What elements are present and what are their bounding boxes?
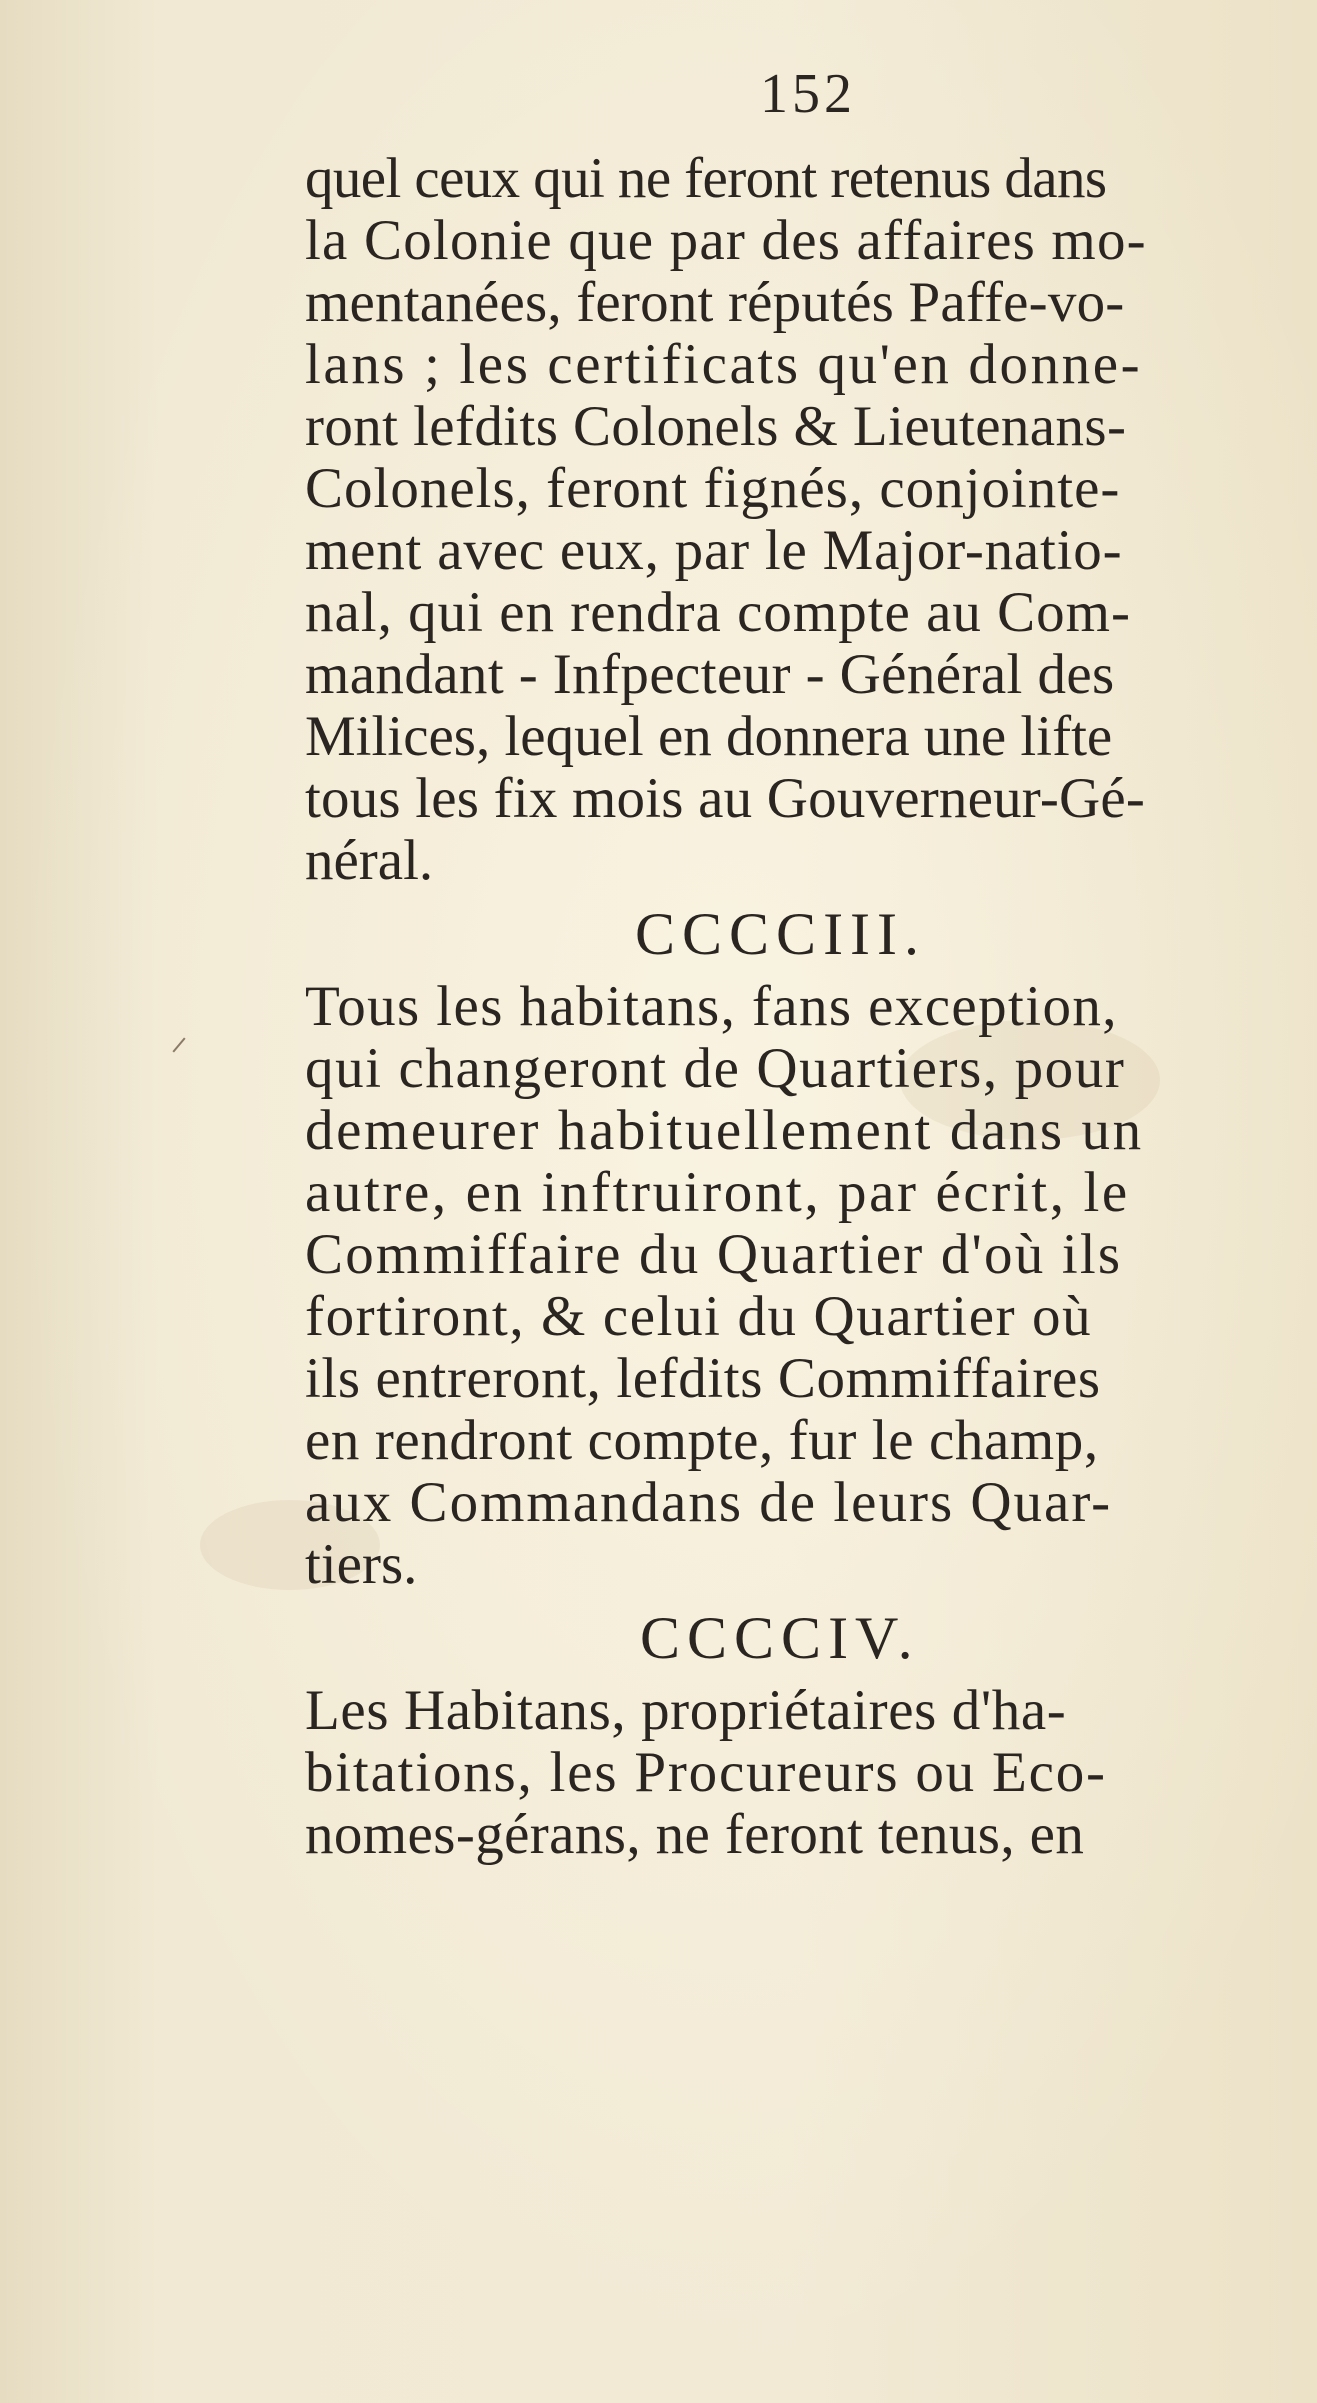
text-line: Tous les habitans, fans exception, [305, 975, 1118, 1038]
text-line: ment avec eux, par le Major-natio- [305, 519, 1123, 582]
text-line: aux Commandans de leurs Quar- [305, 1471, 1113, 1534]
text-line: nomes-gérans, ne feront tenus, en [305, 1803, 1085, 1866]
text-line: Colonels, feront fignés, conjointe- [305, 457, 1121, 520]
text-line: Milices, lequel en donnera une lifte [305, 705, 1113, 768]
ink-mark [172, 1037, 185, 1052]
article-heading: CCCCIII. [635, 901, 927, 967]
text-line: ils entreront, lefdits Commiffaires [305, 1347, 1101, 1410]
text-line: tiers. [305, 1533, 418, 1596]
text-line: en rendront compte, fur le champ, [305, 1409, 1099, 1472]
text-line: fortiront, & celui du Quartier où [305, 1285, 1093, 1348]
text-line: lans ; les certificats qu'en donne- [305, 333, 1143, 396]
text-line: Commiffaire du Quartier d'où ils [305, 1223, 1123, 1286]
text-line: la Colonie que par des affaires mo- [305, 209, 1147, 272]
text-line: ront lefdits Colonels & Lieutenans- [305, 395, 1127, 458]
text-line: quel ceux qui ne feront retenus dans [305, 147, 1107, 210]
text-line: mentanées, feront réputés Paffe-vo- [305, 271, 1125, 334]
text-line: Les Habitans, propriétaires d'ha- [305, 1679, 1067, 1742]
text-line: tous les fix mois au Gouverneur-Gé- [305, 767, 1146, 830]
text-line: demeurer habituellement dans un [305, 1099, 1144, 1162]
text-line: néral. [305, 829, 434, 892]
article-heading: CCCCIV. [640, 1605, 920, 1671]
text-line: autre, en inftruiront, par écrit, le [305, 1161, 1130, 1224]
text-line: qui changeront de Quartiers, pour [305, 1037, 1126, 1100]
text-line: nal, qui en rendra compte au Com- [305, 581, 1131, 644]
text-line: mandant - Infpecteur - Général des [305, 643, 1115, 706]
page-number: 152 [760, 63, 856, 125]
text-line: bitations, les Procureurs ou Eco- [305, 1741, 1107, 1804]
